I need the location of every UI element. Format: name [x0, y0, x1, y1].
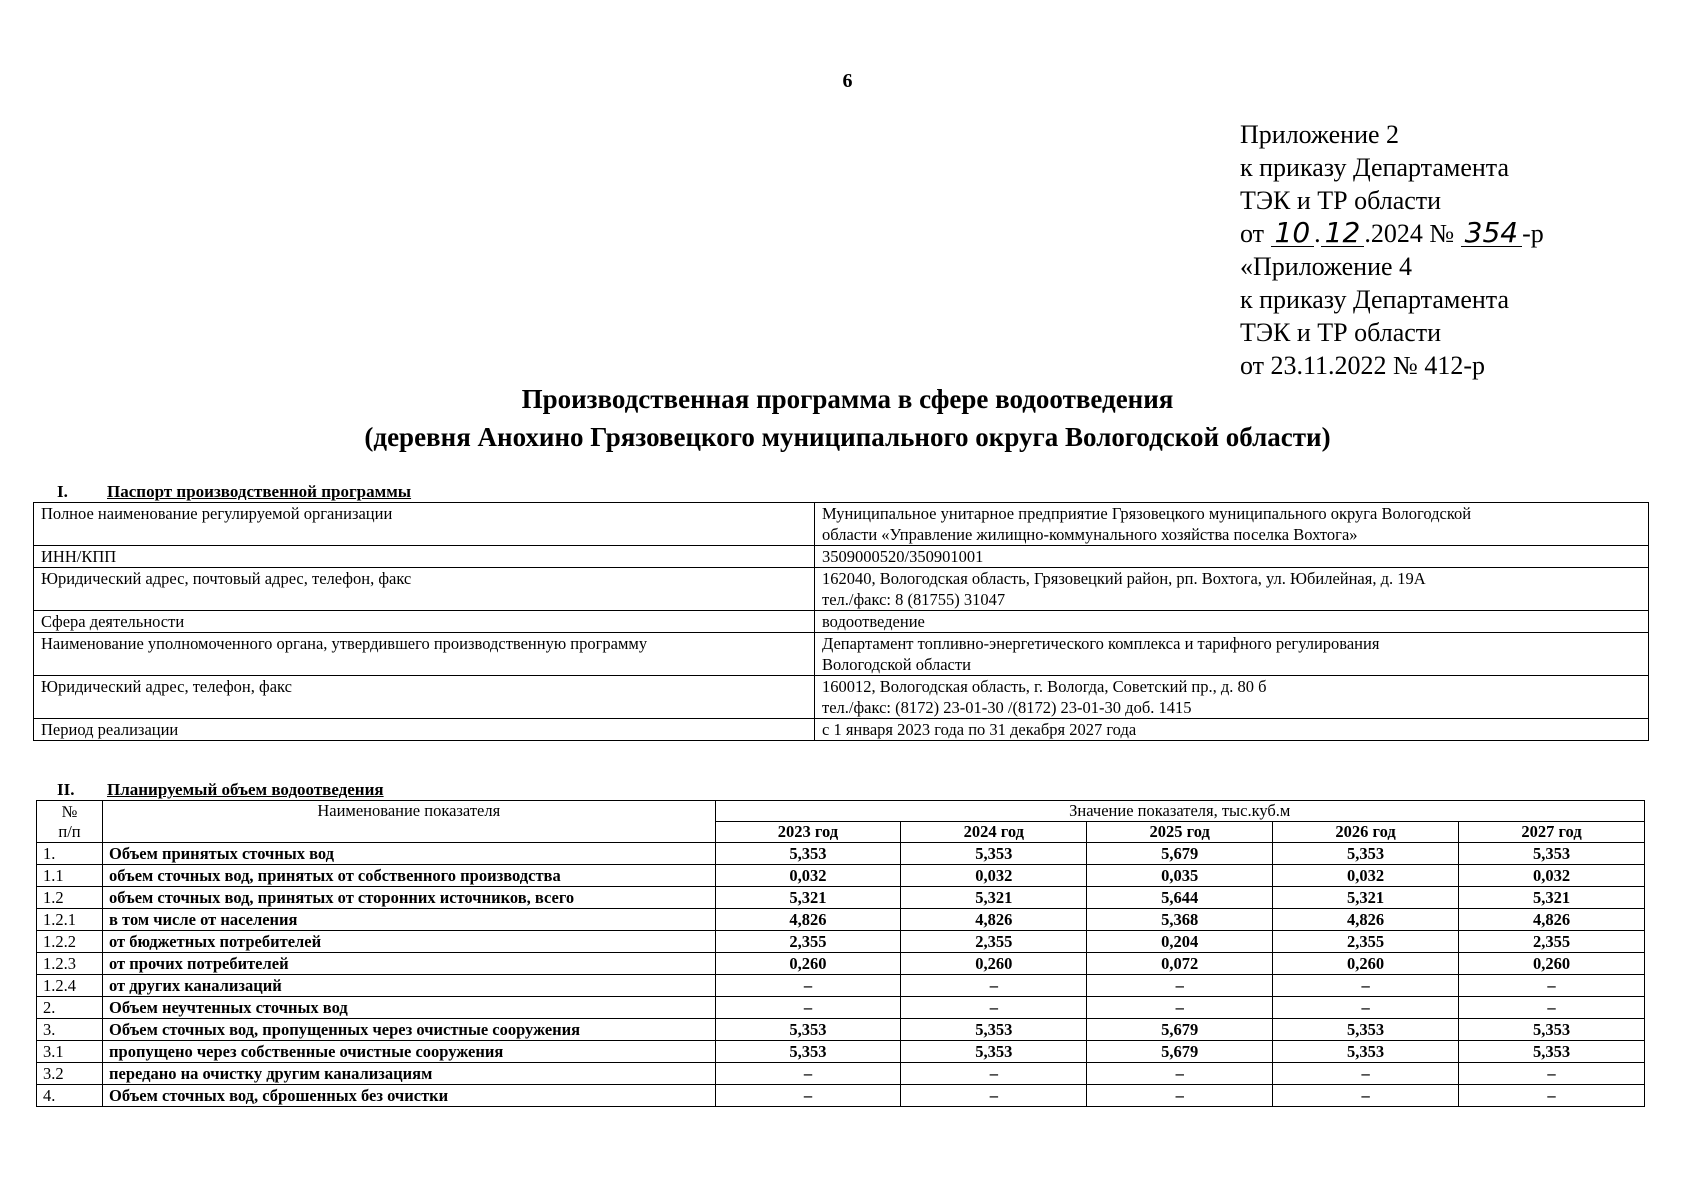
order-year: .2024 №	[1364, 219, 1455, 248]
row-value: 0,035	[1087, 865, 1273, 887]
appendix-line: Приложение 2	[1240, 120, 1400, 149]
table-row	[37, 975, 1645, 997]
row-value: 0,260	[901, 953, 1087, 975]
table-row	[37, 865, 1645, 887]
row-value: –	[1087, 1063, 1273, 1085]
appendix-line: ТЭК и ТР области	[1240, 318, 1442, 347]
section-2-number: II.	[57, 780, 75, 799]
title-line-2: (деревня Анохино Грязовецкого муниципального округа Вологодской области)	[364, 422, 1331, 452]
appendix-line: ТЭК и ТР области	[1240, 186, 1442, 215]
section-1-title: Паспорт производственной программы	[107, 482, 412, 501]
row-value: 2,355	[715, 931, 901, 953]
row-number: 1.2.1	[37, 909, 103, 931]
row-value: –	[1273, 997, 1459, 1019]
row-value: 5,679	[1087, 1019, 1273, 1041]
header-num	[37, 801, 103, 843]
row-value: 4,826	[1273, 909, 1459, 931]
passport-value-line2: области «Управление жилищно-коммунального хозяйства поселка Вохтога»	[822, 525, 1358, 544]
header-num-line2: п/п	[58, 821, 81, 841]
row-value: –	[901, 997, 1087, 1019]
row-value: –	[901, 975, 1087, 997]
passport-row	[34, 633, 1649, 676]
passport-value-line1: Муниципальное унитарное предприятие Грязовецкого муниципального округа Вологодской	[822, 504, 1472, 523]
row-value: 5,353	[901, 1019, 1087, 1041]
row-number: 4.	[37, 1085, 103, 1107]
passport-value-line1: 3509000520/350901001	[822, 547, 984, 566]
row-value: –	[1087, 1085, 1273, 1107]
row-number: 1.1	[37, 865, 103, 887]
passport-row	[34, 568, 1649, 611]
passport-label: Полное наименование регулируемой организации	[34, 503, 815, 546]
table-row	[37, 909, 1645, 931]
handwritten-day: 10	[1271, 220, 1315, 247]
row-number: 3.1	[37, 1041, 103, 1063]
row-value: 0,032	[715, 865, 901, 887]
passport-value-line2: Вологодской области	[822, 655, 971, 674]
table-row	[37, 1019, 1645, 1041]
row-number: 1.2.3	[37, 953, 103, 975]
row-value: 5,353	[1273, 1041, 1459, 1063]
row-value: –	[1459, 975, 1645, 997]
row-name: от бюджетных потребителей	[103, 931, 716, 953]
passport-label: ИНН/КПП	[34, 546, 815, 568]
row-name: передано на очистку другим канализациям	[103, 1063, 716, 1085]
passport-row	[34, 611, 1649, 633]
row-value: –	[1459, 1063, 1645, 1085]
passport-value	[815, 719, 1649, 741]
header-name: Наименование показателя	[103, 801, 716, 843]
passport-value	[815, 611, 1649, 633]
row-value: 0,260	[1459, 953, 1645, 975]
row-number: 1.2.2	[37, 931, 103, 953]
row-value: –	[715, 975, 901, 997]
passport-value	[815, 503, 1649, 546]
table-row	[37, 1063, 1645, 1085]
row-value: 2,355	[1459, 931, 1645, 953]
row-value: 5,353	[1273, 1019, 1459, 1041]
row-value: 5,353	[715, 1019, 901, 1041]
row-name: Объем принятых сточных вод	[103, 843, 716, 865]
row-value: –	[715, 997, 901, 1019]
section-1-number: I.	[57, 482, 68, 501]
passport-row	[34, 503, 1649, 546]
table-row	[37, 953, 1645, 975]
passport-value	[815, 546, 1649, 568]
appendix-order-line	[1240, 217, 1544, 250]
passport-row	[34, 546, 1649, 568]
passport-label: Наименование уполномоченного органа, утвердившего производственную программу	[34, 633, 815, 676]
title-line-1: Производственная программа в сфере водоотведения	[521, 384, 1174, 414]
passport-value-line1: 162040, Вологодская область, Грязовецкий район, рп. Вохтога, ул. Юбилейная, д. 19А	[822, 569, 1426, 588]
passport-value	[815, 676, 1649, 719]
passport-row	[34, 719, 1649, 741]
order-dot: .	[1314, 219, 1321, 248]
passport-value-line1: Департамент топливно-энергетического комплекса и тарифного регулирования	[822, 634, 1380, 653]
row-value: 0,260	[715, 953, 901, 975]
row-value: 5,353	[1459, 1019, 1645, 1041]
passport-value-line2: тел./факс: (8172) 23-01-30 /(8172) 23-01-30 доб. 1415	[822, 698, 1192, 717]
table-row	[37, 997, 1645, 1019]
row-value: –	[1273, 975, 1459, 997]
header-group: Значение показателя, тыс.куб.м	[715, 801, 1644, 822]
passport-label: Юридический адрес, почтовый адрес, телефон, факс	[34, 568, 815, 611]
row-name: Объем сточных вод, сброшенных без очистки	[103, 1085, 716, 1107]
row-value: 5,321	[715, 887, 901, 909]
row-value: –	[1459, 997, 1645, 1019]
header-year: 2027 год	[1459, 822, 1645, 843]
row-value: 0,032	[1273, 865, 1459, 887]
row-value: 0,072	[1087, 953, 1273, 975]
passport-value-line1: 160012, Вологодская область, г. Вологда, Советский пр., д. 80 б	[822, 677, 1267, 696]
row-value: 5,679	[1087, 1041, 1273, 1063]
row-value: 5,321	[901, 887, 1087, 909]
header-year: 2026 год	[1273, 822, 1459, 843]
row-name: пропущено через собственные очистные сооружения	[103, 1041, 716, 1063]
row-value: 4,826	[1459, 909, 1645, 931]
order-prefix: от	[1240, 219, 1265, 248]
appendix-line: «Приложение 4	[1240, 252, 1413, 281]
row-name: от прочих потребителей	[103, 953, 716, 975]
passport-value-line2: тел./факс: 8 (81755) 31047	[822, 590, 1006, 609]
row-value: 5,679	[1087, 843, 1273, 865]
header-year: 2025 год	[1087, 822, 1273, 843]
row-number: 1.2.4	[37, 975, 103, 997]
row-name: объем сточных вод, принятых от сторонних источников, всего	[103, 887, 716, 909]
row-value: 5,353	[1273, 843, 1459, 865]
header-row	[37, 801, 1645, 822]
appendix-line: к приказу Департамента	[1240, 285, 1510, 314]
row-number: 3.2	[37, 1063, 103, 1085]
header-num-line1: №	[61, 801, 78, 821]
row-value: 4,826	[901, 909, 1087, 931]
row-value: –	[901, 1085, 1087, 1107]
table-row	[37, 931, 1645, 953]
row-value: 5,353	[901, 1041, 1087, 1063]
row-value: 4,826	[715, 909, 901, 931]
row-value: –	[715, 1063, 901, 1085]
row-number: 2.	[37, 997, 103, 1019]
row-value: 5,368	[1087, 909, 1273, 931]
passport-value-line1: с 1 января 2023 года по 31 декабря 2027 года	[822, 720, 1137, 739]
row-value: 5,321	[1273, 887, 1459, 909]
row-value: 2,355	[1273, 931, 1459, 953]
header-year: 2024 год	[901, 822, 1087, 843]
row-value: 5,353	[715, 1041, 901, 1063]
row-value: –	[1273, 1085, 1459, 1107]
passport-row	[34, 676, 1649, 719]
row-value: –	[1087, 975, 1273, 997]
row-value: –	[715, 1085, 901, 1107]
handwritten-month: 12	[1321, 220, 1365, 247]
section-2-title: Планируемый объем водоотведения	[107, 780, 384, 799]
appendix-line: к приказу Департамента	[1240, 153, 1510, 182]
passport-table	[33, 502, 1649, 741]
row-value: 5,644	[1087, 887, 1273, 909]
row-name: объем сточных вод, принятых от собственного производства	[103, 865, 716, 887]
row-value: 5,353	[1459, 1041, 1645, 1063]
row-value: 0,260	[1273, 953, 1459, 975]
header-year: 2023 год	[715, 822, 901, 843]
row-value: 0,032	[1459, 865, 1645, 887]
table-row	[37, 1041, 1645, 1063]
order-suffix: -р	[1522, 219, 1544, 248]
appendix-block	[1240, 118, 1544, 382]
row-value: –	[901, 1063, 1087, 1085]
row-name: Объем неучтенных сточных вод	[103, 997, 716, 1019]
row-value: –	[1273, 1063, 1459, 1085]
row-name: Объем сточных вод, пропущенных через очистные сооружения	[103, 1019, 716, 1041]
row-number: 1.2	[37, 887, 103, 909]
passport-label: Юридический адрес, телефон, факс	[34, 676, 815, 719]
section-2-heading	[57, 780, 384, 800]
table-row	[37, 1085, 1645, 1107]
row-value: 0,032	[901, 865, 1087, 887]
row-value: 5,353	[1459, 843, 1645, 865]
table-row	[37, 843, 1645, 865]
row-value: 5,353	[715, 843, 901, 865]
passport-value	[815, 568, 1649, 611]
document-title	[0, 380, 1695, 456]
section-1-heading	[57, 482, 411, 502]
row-value: 5,353	[901, 843, 1087, 865]
appendix-line: от 23.11.2022 № 412-р	[1240, 351, 1486, 380]
page-number: 6	[842, 70, 853, 92]
volume-table	[36, 800, 1645, 1107]
row-number: 3.	[37, 1019, 103, 1041]
row-value: 5,321	[1459, 887, 1645, 909]
row-value: 0,204	[1087, 931, 1273, 953]
row-name: от других канализаций	[103, 975, 716, 997]
row-value: –	[1087, 997, 1273, 1019]
passport-value	[815, 633, 1649, 676]
passport-value-line1: водоотведение	[822, 612, 925, 631]
passport-label: Сфера деятельности	[34, 611, 815, 633]
table-row	[37, 887, 1645, 909]
handwritten-number: 354	[1461, 220, 1522, 247]
row-name: в том числе от населения	[103, 909, 716, 931]
row-value: –	[1459, 1085, 1645, 1107]
row-value: 2,355	[901, 931, 1087, 953]
passport-label: Период реализации	[34, 719, 815, 741]
row-number: 1.	[37, 843, 103, 865]
